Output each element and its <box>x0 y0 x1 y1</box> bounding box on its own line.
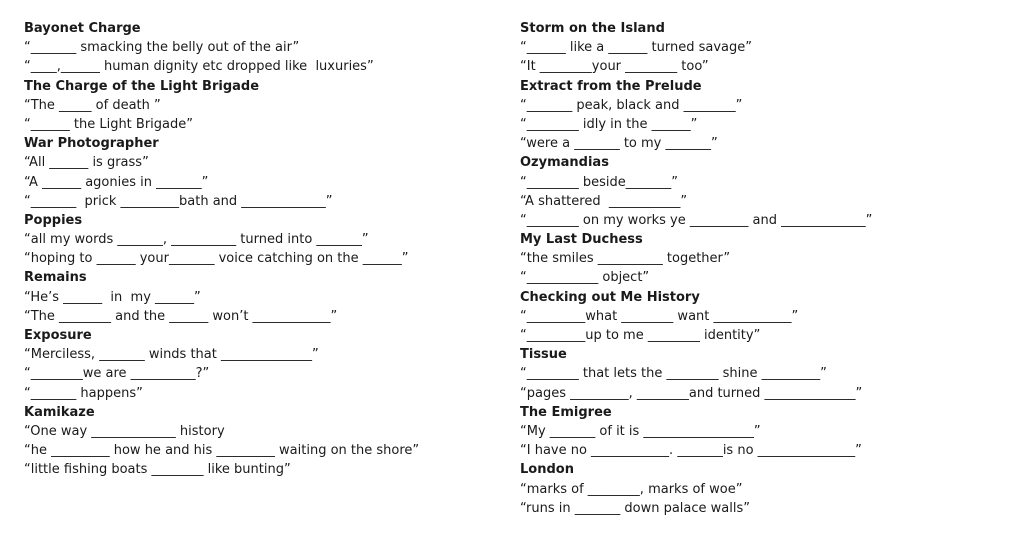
right-column <box>520 19 1020 518</box>
poem-section <box>520 230 1020 288</box>
quote-line: “________ that lets the ________ shine _________” <box>520 366 827 382</box>
poem-title: London <box>520 462 574 478</box>
poem-title: Checking out Me History <box>520 289 700 305</box>
quote-line: “A shattered ___________” <box>520 193 688 209</box>
poem-section <box>24 268 494 326</box>
poem-title: War Photographer <box>24 136 159 152</box>
quote-line: “he _________ how he and his _________ waiting on the shore” <box>24 443 420 459</box>
quote-line: “_________what ________ want ____________” <box>520 308 799 324</box>
quote-line: “runs in _______ down palace walls” <box>520 500 750 516</box>
quote-line: “little fishing boats ________ like bunting” <box>24 462 291 478</box>
quote-line: “It ________your ________ too” <box>520 59 709 75</box>
quote-line: “He’s ______ in my ______” <box>24 289 201 305</box>
poem-section <box>24 77 494 135</box>
poem-title: Exposure <box>24 328 92 343</box>
quote-line: “_______ peak, black and ________” <box>520 97 743 113</box>
poem-title: Poppies <box>24 212 83 228</box>
poem-title: The Charge of the Light Brigade <box>24 78 260 94</box>
poem-title: My Last Duchess <box>520 232 643 248</box>
quote-line: “_______ happens” <box>24 385 143 401</box>
quote-line: “were a _______ to my _______” <box>520 136 718 152</box>
poem-title: The Emigree <box>520 404 612 420</box>
quote-line: “All ______ is grass” <box>24 155 149 171</box>
poem-title: Ozymandias <box>520 155 609 171</box>
quote-line: “____,______ human dignity etc dropped like luxuries” <box>24 59 374 75</box>
quote-line: “One way _____________ history <box>24 423 225 439</box>
poem-section <box>520 345 1020 403</box>
poem-section <box>24 211 494 269</box>
quote-line: “________ idly in the ______” <box>520 116 698 132</box>
poem-section <box>520 460 1020 518</box>
poem-title: Storm on the Island <box>520 21 665 36</box>
quote-line: “______ like a ______ turned savage” <box>520 40 752 56</box>
quote-line: “all my words _______, __________ turned into _______” <box>24 232 369 248</box>
quote-line: “marks of ________, marks of woe” <box>520 481 743 497</box>
poem-title: Tissue <box>520 347 567 363</box>
quote-line: “A ______ agonies in _______” <box>24 174 209 190</box>
quote-line: “pages _________, ________and turned ______________” <box>520 385 863 401</box>
quote-line: “_______ smacking the belly out of the air” <box>24 40 300 56</box>
poem-section <box>24 326 494 403</box>
quote-line: “________we are __________?” <box>24 366 210 382</box>
poem-title: Bayonet Charge <box>24 21 141 36</box>
quote-line: “Merciless, _______ winds that ______________” <box>24 347 319 363</box>
quote-line: “My _______ of it is _________________” <box>520 423 761 439</box>
quote-line: “The _____ of death ” <box>24 97 161 113</box>
poem-section <box>24 403 494 480</box>
poem-section <box>520 19 1020 77</box>
poem-section <box>24 19 494 77</box>
quote-line: “________ on my works ye _________ and _____________” <box>520 212 873 228</box>
poem-title: Extract from the Prelude <box>520 78 702 94</box>
quote-line: “The ________ and the ______ won’t ____________” <box>24 308 338 324</box>
poem-section <box>520 403 1020 461</box>
poem-section <box>520 153 1020 230</box>
quote-line: “hoping to ______ your_______ voice catching on the ______” <box>24 251 409 267</box>
poem-section <box>520 77 1020 154</box>
quote-line: “the smiles __________ together” <box>520 251 731 267</box>
quote-line: “________ beside_______” <box>520 174 678 190</box>
quote-line: “___________ object” <box>520 270 650 286</box>
quote-line: “_________up to me ________ identity” <box>520 328 761 343</box>
poem-section <box>520 288 1020 346</box>
poem-title: Remains <box>24 270 87 286</box>
poem-title: Kamikaze <box>24 404 95 420</box>
poem-section <box>24 134 494 211</box>
left-column <box>24 19 494 480</box>
quote-line: “I have no ____________. _______is no _______________” <box>520 443 862 459</box>
quote-line: “_______ prick _________bath and _____________” <box>24 193 333 209</box>
quote-line: “______ the Light Brigade” <box>24 116 193 132</box>
